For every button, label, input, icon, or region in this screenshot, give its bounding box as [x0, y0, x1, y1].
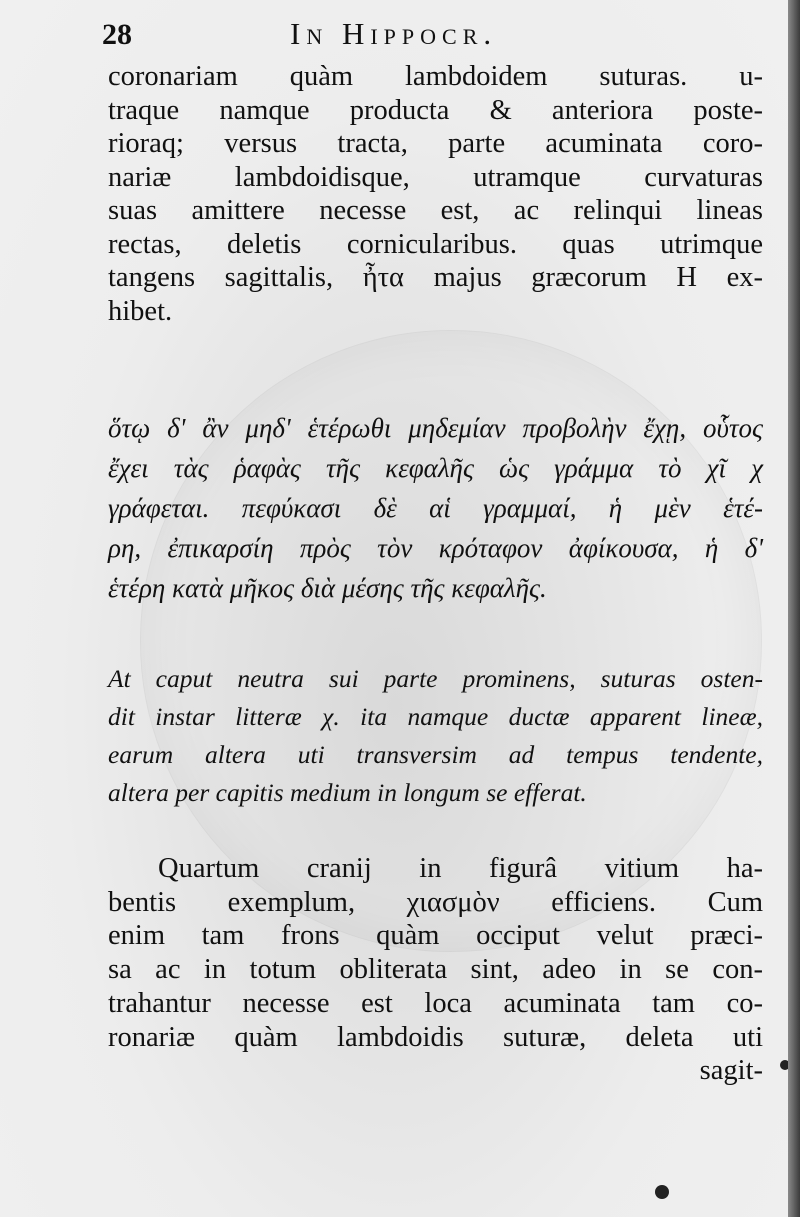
running-head: In Hippocr.: [290, 16, 498, 51]
text-line: traque namque producta & anteriora poste-: [108, 94, 763, 126]
page-header: [102, 14, 762, 54]
greek-line: ἔχει τὰς ῥαφὰς τῆς κεφαλῆς ὡς γράμμα τὸ χῖ χ: [108, 453, 763, 483]
italic-line: At caput neutra sui parte prominens, suturas osten-: [108, 664, 763, 693]
text-line: trahantur necesse est loca acuminata tam co-: [108, 987, 763, 1019]
latin-paragraph-2: [108, 852, 763, 1088]
text-line: ronariæ quàm lambdoidis suturæ, deleta uti: [108, 1021, 763, 1053]
italic-line: altera per capitis medium in longum se efferat.: [108, 778, 587, 807]
text-line: rectas, deletis cornicularibus. quas utrimque: [108, 228, 763, 260]
italic-line: earum altera uti transversim ad tempus tendente,: [108, 740, 763, 769]
greek-quotation: [108, 408, 763, 608]
text-line: coronariam quàm lambdoidem suturas. u-: [108, 61, 763, 92]
text-line: nariæ lambdoidisque, utramque curvaturas: [108, 161, 763, 193]
greek-line: ρη, ἐπικαρσίη πρὸς τὸν κρόταφον ἀφίκουσα, ἡ δ': [108, 533, 763, 563]
text-line: sa ac in totum obliterata sint, adeo in se con-: [108, 954, 763, 986]
ink-spot: [655, 1185, 669, 1199]
greek-line: ἑτέρη κατὰ μῆκος διὰ μέσης τῆς κεφαλῆς.: [108, 573, 547, 603]
greek-line: γράφεται. πεφύκασι δὲ αἱ γραμμαί, ἡ μὲν ἑτέ-: [108, 493, 763, 523]
italic-line: dit instar litteræ χ. ita namque ductæ apparent lineæ,: [108, 702, 763, 731]
latin-paragraph-1: [108, 60, 763, 328]
latin-translation: [108, 660, 763, 812]
text-line: Quartum cranij in figurâ vitium ha-: [158, 853, 763, 884]
catchword: sagit-: [699, 1055, 763, 1087]
greek-line: ὅτῳ δ' ἂν μηδ' ἑτέρωθι μηδεμίαν προβολὴν ἔχῃ, οὗτος: [108, 413, 763, 443]
text-line: enim tam frons quàm occiput velut præci-: [108, 920, 763, 952]
page-number: 28: [102, 18, 132, 51]
text-line: suas amittere necesse est, ac relinqui lineas: [108, 195, 763, 226]
page-edge-shadow: [788, 0, 800, 1217]
text-line: hibet.: [108, 295, 173, 327]
text-line: rioraq; versus tracta, parte acuminata coro-: [108, 128, 763, 159]
text-line: tangens sagittalis, ἦτα majus græcorum H ex-: [108, 262, 763, 293]
text-line: bentis exemplum, χιασμὸν efficiens. Cum: [108, 886, 763, 918]
